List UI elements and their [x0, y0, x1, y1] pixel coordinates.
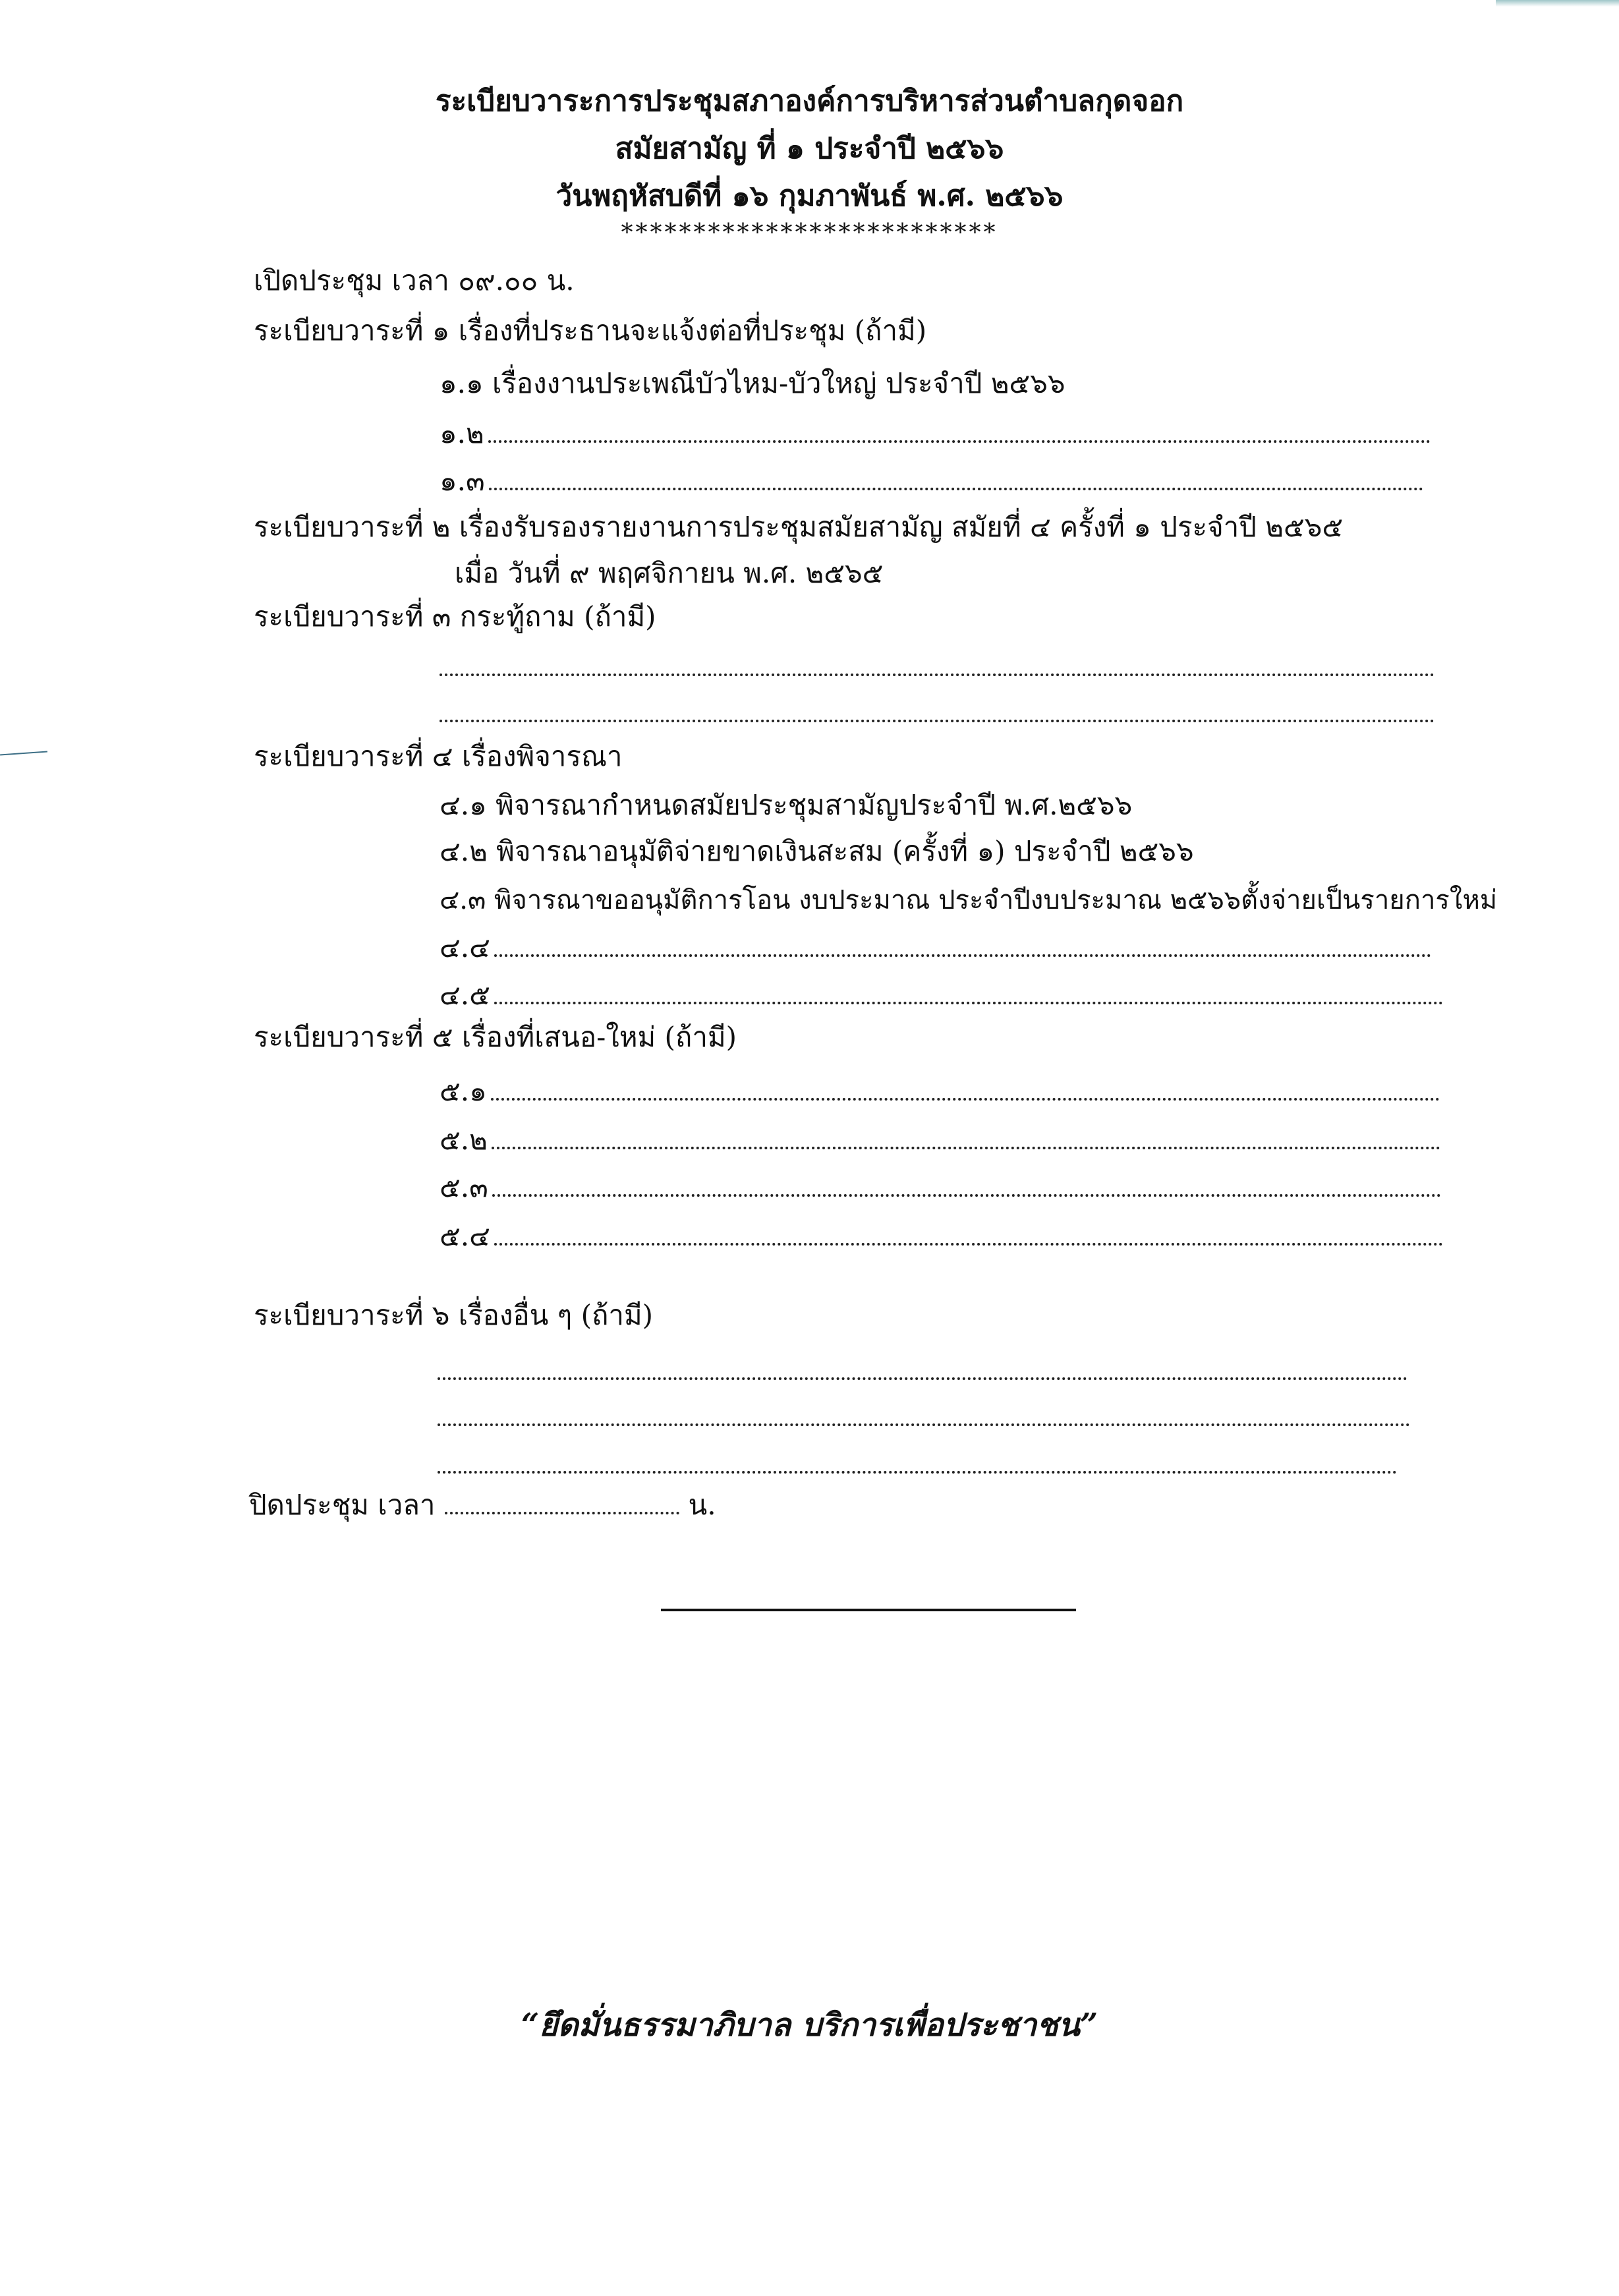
item-number: ๔.๕	[440, 979, 490, 1011]
closing-label: ปิดประชุม เวลา	[249, 1489, 436, 1521]
session-line: สมัยสามัญ ที่ ๑ ประจำปี ๒๕๖๖	[615, 132, 1004, 165]
agenda-5-item-4	[440, 1217, 1443, 1256]
document-title: ระเบียบวาระการประชุมสภาองค์การบริหารส่วนตำบลกุดจอก	[435, 84, 1184, 118]
blank-line	[494, 995, 1443, 1004]
agenda-5-item-2	[440, 1120, 1440, 1160]
blank-line	[494, 948, 1431, 957]
agenda-2-date: เมื่อ วันที่ ๙ พฤศจิกายน พ.ศ. ๒๕๖๕	[455, 557, 884, 589]
agenda-4-item-2: ๔.๒ พิจารณาอนุมัติจ่ายขาดเงินสะสม (ครั้งที่ ๑) ประจำปี ๒๕๖๖	[440, 835, 1194, 867]
agenda-5-heading: ระเบียบวาระที่ ๕ เรื่องที่เสนอ-ใหม่ (ถ้ามี)	[254, 1021, 737, 1053]
agenda-4-heading: ระเบียบวาระที่ ๔ เรื่องพิจารณา	[254, 740, 623, 772]
opening-time: เปิดประชุม เวลา ๐๙.๐๐ น.	[254, 264, 575, 297]
item-number: ๑.๓	[440, 465, 485, 497]
blank-line	[438, 1417, 1410, 1426]
blank-line	[494, 1236, 1443, 1246]
agenda-1-item-1: ๑.๑ เรื่องงานประเพณีบัวไหม-บัวใหญ่ ประจำปี ๒๕๖๖	[440, 367, 1065, 399]
closing-time	[249, 1485, 716, 1525]
closing-unit: น.	[688, 1489, 716, 1521]
blank-line	[440, 667, 1434, 676]
agenda-1-item-2	[440, 414, 1431, 453]
agenda-5-item-3	[440, 1168, 1441, 1207]
header-divider-stars: **************************	[621, 219, 998, 246]
margin-pen-mark	[0, 751, 47, 755]
blank-line	[438, 1464, 1397, 1474]
blank-line	[488, 434, 1431, 443]
agenda-6-blank-1	[438, 1351, 1407, 1391]
item-number: ๕.๑	[440, 1075, 487, 1107]
item-number: ๕.๒	[440, 1124, 488, 1156]
agenda-6-blank-2	[438, 1397, 1410, 1437]
blank-line	[492, 1140, 1440, 1149]
agenda-1-heading: ระเบียบวาระที่ ๑ เรื่องที่ประธานจะแจ้งต่อที่ประชุม (ถ้ามี)	[254, 314, 927, 347]
agenda-6-blank-3	[438, 1445, 1397, 1484]
blank-line	[440, 713, 1434, 722]
document-header	[0, 78, 1619, 246]
agenda-4-item-1: ๔.๑ พิจารณากำหนดสมัยประชุมสามัญประจำปี พ.ศ.๒๕๖๖	[440, 789, 1133, 821]
item-number: ๕.๓	[440, 1171, 488, 1203]
blank-line	[445, 1505, 679, 1514]
blank-line	[438, 1371, 1407, 1380]
agenda-5-item-1	[440, 1072, 1440, 1111]
meeting-date: วันพฤหัสบดีที่ ๑๖ กุมภาพันธ์ พ.ศ. ๒๕๖๖	[555, 179, 1064, 213]
agenda-4-item-4	[440, 928, 1431, 967]
end-separator-line	[661, 1609, 1076, 1611]
agenda-1-item-3	[440, 461, 1423, 501]
item-number: ๔.๔	[440, 931, 490, 963]
motto: “ยึดมั่นธรรมาภิบาล บริการเพื่อประชาชน”	[521, 2007, 1098, 2044]
item-number: ๕.๔	[440, 1220, 490, 1252]
item-number: ๑.๒	[440, 417, 484, 449]
scan-edge-mark	[1496, 0, 1619, 7]
agenda-3-heading: ระเบียบวาระที่ ๓ กระทู้ถาม (ถ้ามี)	[254, 600, 656, 633]
blank-line	[492, 1188, 1441, 1197]
agenda-4-item-3: ๔.๓ พิจารณาขออนุมัติการโอน งบประมาณ ประจำปีงบประมาณ ๒๕๖๖ตั้งจ่ายเป็นรายการใหม่	[440, 885, 1498, 915]
agenda-4-item-5	[440, 975, 1443, 1015]
agenda-3-blank-2	[440, 693, 1434, 733]
agenda-2-heading: ระเบียบวาระที่ ๒ เรื่องรับรองรายงานการประชุมสมัยสามัญ สมัยที่ ๔ ครั้งที่ ๑ ประจำปี ๒๕๖๕	[254, 511, 1344, 543]
agenda-3-blank-1	[440, 647, 1434, 687]
blank-line	[491, 1091, 1440, 1101]
blank-line	[489, 481, 1423, 490]
agenda-6-heading: ระเบียบวาระที่ ๖ เรื่องอื่น ๆ (ถ้ามี)	[254, 1299, 654, 1331]
